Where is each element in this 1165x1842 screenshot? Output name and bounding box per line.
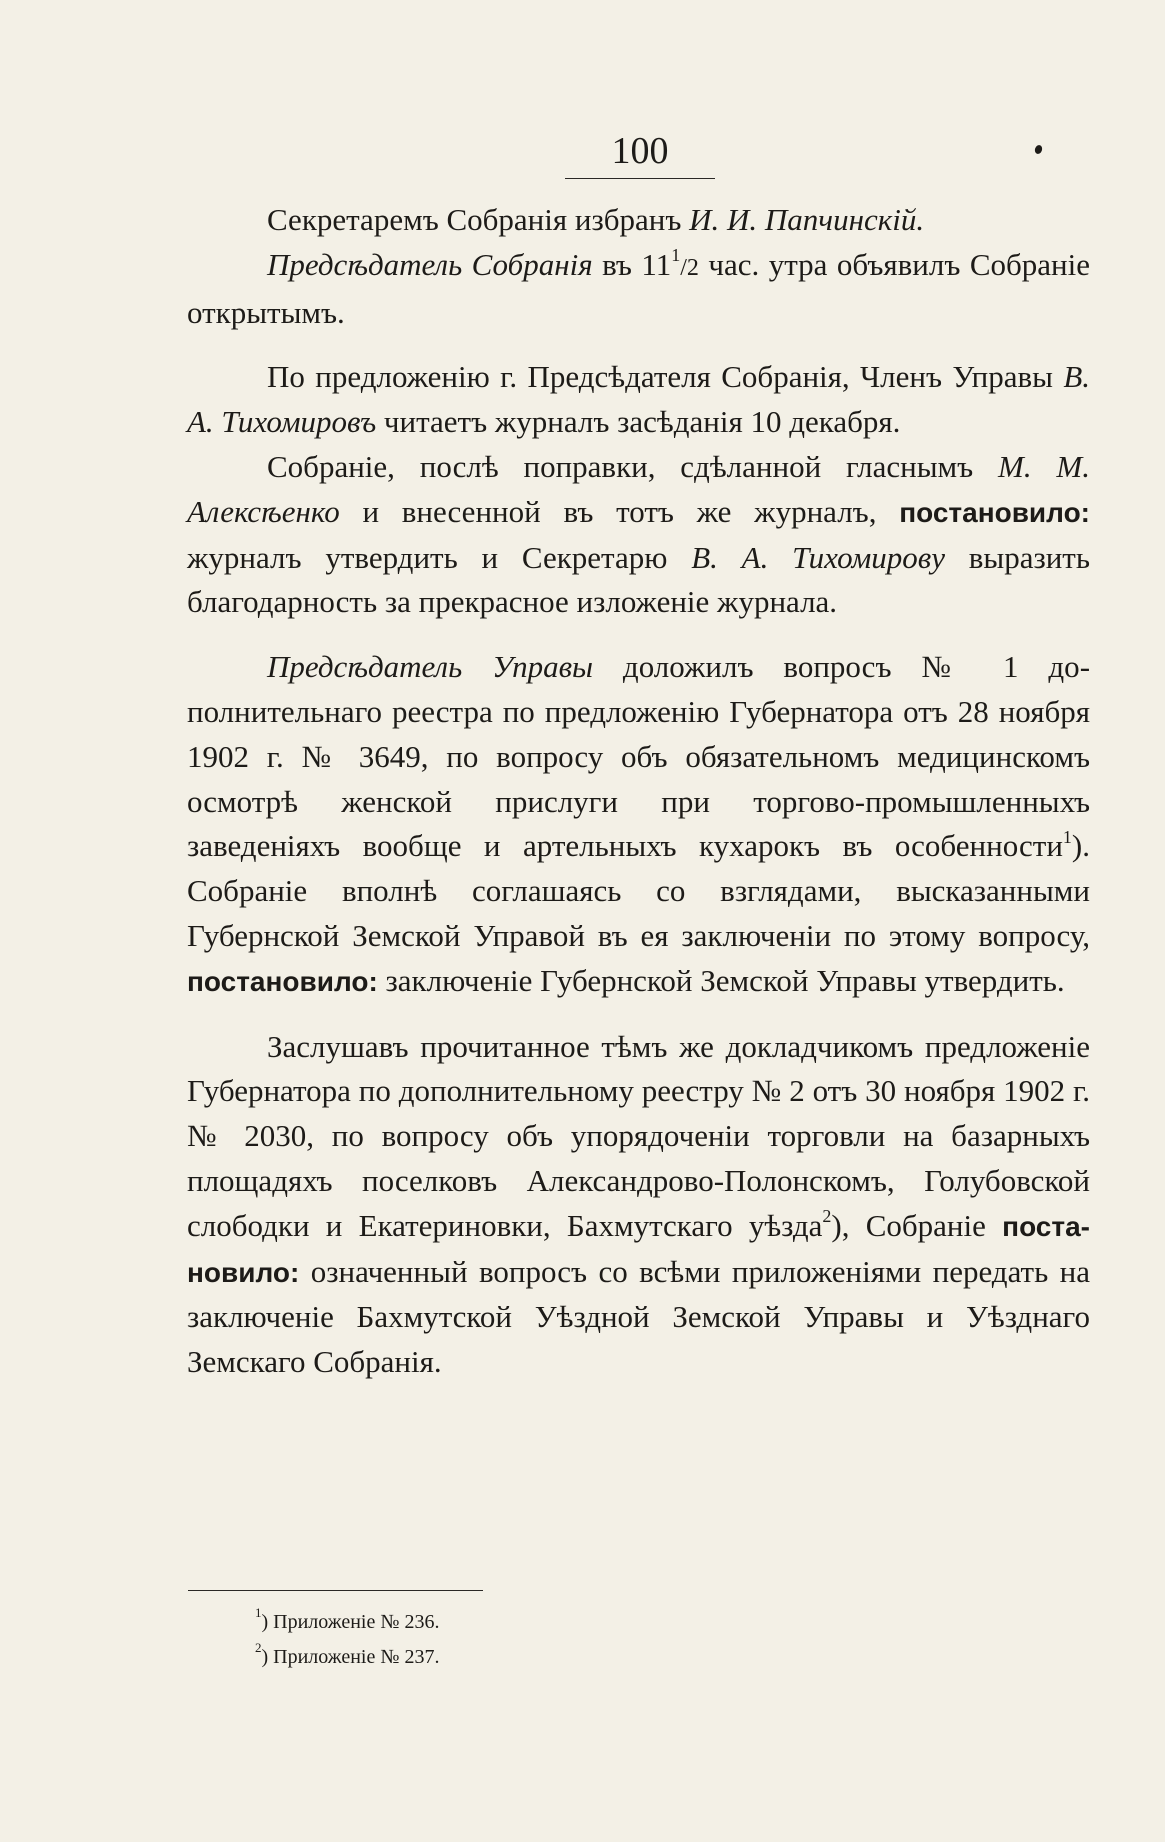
paragraph xyxy=(187,243,1090,336)
superscript: 1 xyxy=(671,245,681,266)
footnote-mark: 2 xyxy=(255,1640,262,1656)
resolution-word: постановило: xyxy=(899,496,1090,528)
text-run: Заслушавъ прочитанное тѣмъ же докладчикомъ предложеніе Губернатора по дополнительному реестру № 2 отъ 30 ноября 1902 г. № 2030, по вопросу объ упорядоченіи торговли на базарныхъ площадяхъ поселковъ Александрово-Полонскомъ, Голубовской слободки и Екатериновки, Бахмутскаго уѣзда xyxy=(187,1028,1090,1243)
paragraph xyxy=(187,645,1090,1004)
italic-name: Предсѣдатель Управы xyxy=(267,649,594,685)
resolution-word: постановило: xyxy=(187,1210,1090,1288)
resolution-word: постановило: xyxy=(187,965,378,997)
italic-name: В. А. Тихомировъ xyxy=(187,359,1090,440)
text-run: Секретаремъ Собранія избранъ xyxy=(267,202,690,237)
paragraph xyxy=(187,198,1090,243)
text-run: въ 11 xyxy=(592,246,672,282)
text-run: По предложенію г. Предсѣдателя Собранія, Членъ Управы xyxy=(267,359,1064,395)
italic-name: В. А. Тихомирову xyxy=(691,539,945,575)
page-number: 100 xyxy=(611,130,669,172)
print-speck xyxy=(1034,144,1044,155)
text-run: ), Собраніе xyxy=(831,1207,1003,1243)
text-run: выразить благодарность за прекрасное изложеніе журнала. xyxy=(187,539,1090,620)
italic-name: Предсѣдатель Собранія xyxy=(267,246,593,282)
superscript: 2 xyxy=(822,1206,832,1227)
text-run: и внесенной въ тотъ же журналъ, xyxy=(339,493,900,529)
paragraph xyxy=(187,445,1090,625)
text-run: читаетъ журналъ засѣданія 10 декабря. xyxy=(376,404,901,440)
text-run: /2 xyxy=(680,254,699,281)
text-run: доложилъ вопросъ № 1 дополнительнаго реестра по предложенію Губернатора отъ 28 ноября 1902 г. № 3649, по вопросу объ обязательномъ медицинскомъ осмотрѣ женской прислуги при торгово-промышленныхъ заведеніяхъ вообще и артельныхъ кухарокъ въ особенности xyxy=(187,649,1091,864)
page-number-rule xyxy=(565,178,715,179)
footnote-text: ) Приложеніе № 237. xyxy=(261,1646,440,1668)
footnote-text: ) Приложеніе № 236. xyxy=(261,1611,440,1633)
italic-name: И. И. Папчинскій. xyxy=(689,202,925,237)
body-text xyxy=(187,198,1090,1385)
footnote-rule xyxy=(188,1590,483,1591)
text-run: Собраніе, послѣ поправки, сдѣланной гласнымъ xyxy=(267,448,999,484)
footnote xyxy=(255,1640,955,1675)
text-run: журналъ утвердить и Секретарю xyxy=(187,539,692,575)
superscript: 1 xyxy=(1062,827,1072,848)
footnote xyxy=(255,1605,955,1640)
italic-name: М. М. Алексѣенко xyxy=(187,448,1090,529)
paragraph xyxy=(187,355,1090,445)
text-run: заключеніе Губернской Земской Управы утвердить. xyxy=(377,962,1065,998)
text-run: час. утра объявилъ Собраніе открытымъ. xyxy=(187,246,1090,330)
text-run: означенный вопросъ со всѣми приложеніями передать на заключеніе Бахмутской Уѣздной Земской Управы и Уѣзднаго Земскаго Собранія. xyxy=(187,1253,1090,1380)
text-run: ). Собраніе вполнѣ соглашаясь со взглядами, высказанными Губернской Земской Управой въ ея заключеніи по этому вопросу, xyxy=(187,828,1090,953)
footnotes xyxy=(255,1605,955,1675)
footnote-mark: 1 xyxy=(255,1605,262,1621)
paragraph xyxy=(187,1025,1090,1385)
